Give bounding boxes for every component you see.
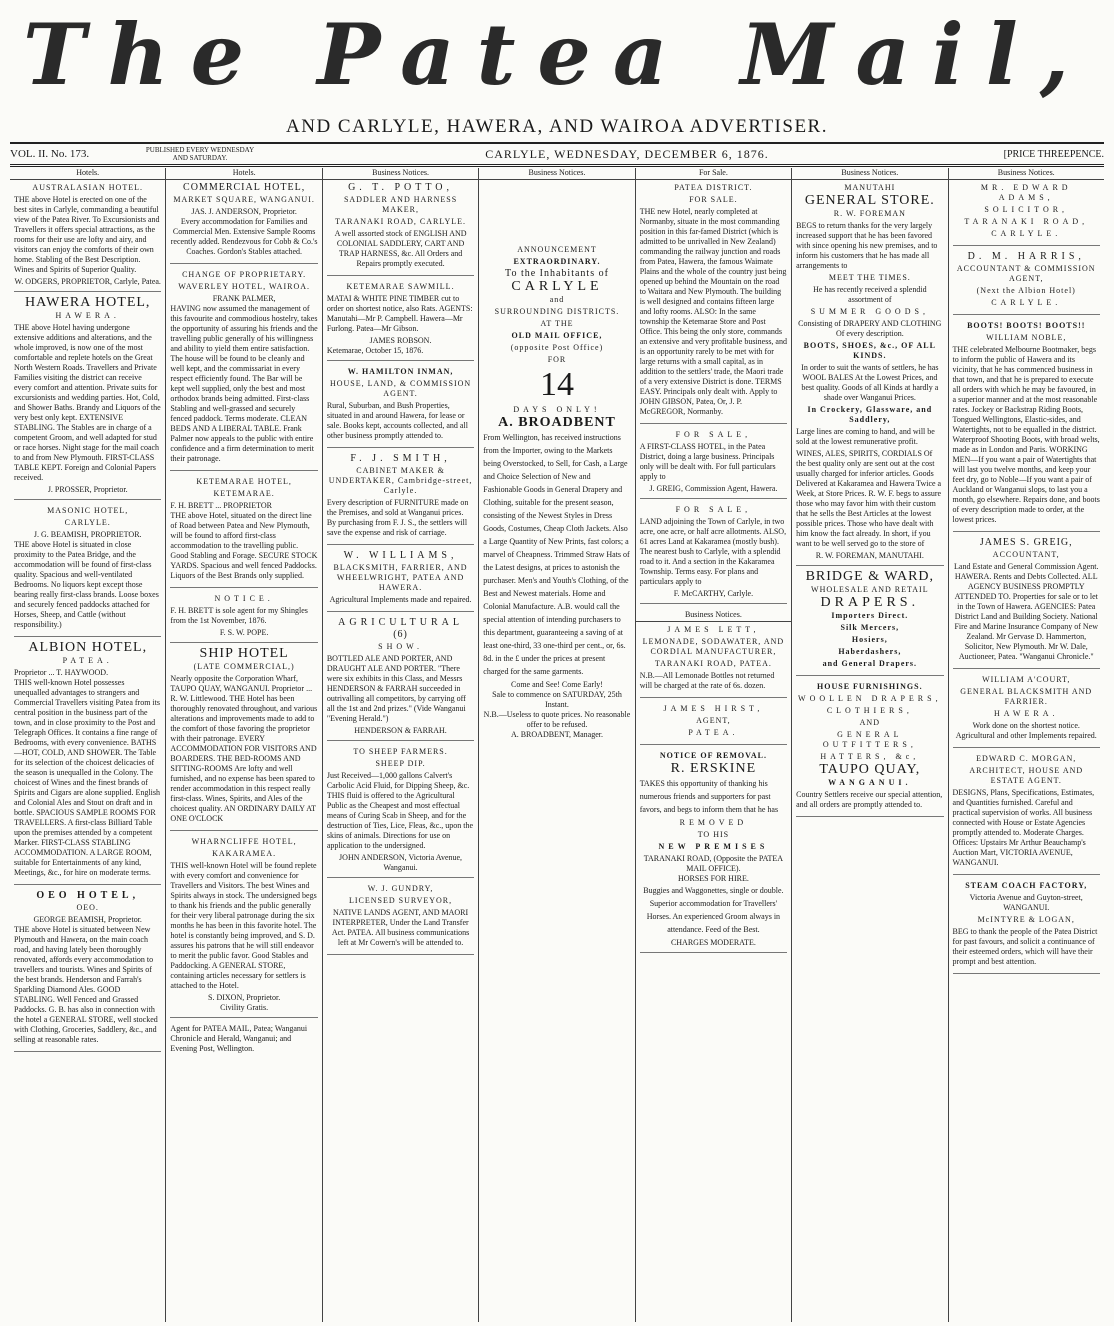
issue-date: CARLYLE, WEDNESDAY, DECEMBER 6, 1876.	[485, 146, 769, 161]
column-heading: Hotels.	[166, 168, 321, 180]
ad-smith	[327, 454, 474, 545]
ad-subtitle: LICENSED SURVEYOR,	[348, 896, 453, 905]
ad-goods: SUMMER GOODS,	[810, 307, 929, 316]
dateline	[10, 142, 1104, 167]
ad-general: and General Drapers.	[822, 659, 918, 668]
ad-australasian-hotel	[14, 183, 161, 292]
ad-taupo-quay: TAUPO QUAY,	[819, 762, 921, 777]
ad-title: TO SHEEP FARMERS.	[353, 747, 448, 756]
ad-consisting: Consisting of DRAPERY AND CLOTHING Of every description.	[798, 319, 942, 338]
ad-text: Rural, Suburban, and Bush Properties, situated in and around Hawera, for lease or sale. Books kept, accounts collected, and all other business promptly attended to.	[326, 401, 468, 440]
ad-title: PATEA DISTRICT.	[674, 183, 753, 192]
ad-title: FOR SALE,	[675, 430, 752, 439]
ad-text: DESIGNS, Plans, Specifications, Estimates, and Quantities furnished. Careful and practical supervision of works. All business connected with House or Estate Agencies promptly attended to. Moderate Charges. Offices: Upstairs Mr Arthur Beauchamp's Auction Mart, VICTORIA AVENUE, WANGANUI.	[952, 788, 1095, 867]
ad-title: KETEMARAE HOTEL,	[196, 477, 292, 486]
ad-outfitters: GENERAL OUTFITTERS,	[822, 730, 917, 749]
ad-extra: Ketemarae, October 15, 1876.	[326, 346, 424, 355]
ad-place: TARANAKI ROAD, (Opposite the PATEA MAIL OFFICE).	[643, 854, 784, 873]
ad-james-greig	[953, 538, 1100, 669]
ad-text: THIS well-known Hotel will be found replete with every comfort and convenience for Travellers and Visitors. The best Wines and Spirits always in stock. The undersigned begs to thank his friends and the public generally for their very liberal patronage during the six months he has been in this favorite hotel. The hotel is constantly being improved, and S. D. assures his patrons that he will still endeavor to merit the public favor. Good Stables and Paddocking. A GENERAL STORE, containing articles necessary for settlers is attached to the Hotel.	[170, 861, 317, 990]
announcement-signature: A. BROADBENT, Manager.	[510, 730, 603, 739]
ad-ketemarae-sawmill	[327, 282, 474, 361]
ad-steam-coach	[953, 881, 1100, 974]
ad-town: CARLYLE.	[991, 298, 1062, 307]
ad-title: EDWARD C. MORGAN,	[976, 754, 1077, 763]
ad-wharncliffe-hotel	[170, 837, 317, 1018]
ad-title: ALBION HOTEL,	[28, 640, 148, 655]
ad-boots: BOOTS, SHOES, &c., OF ALL KINDS.	[803, 341, 936, 360]
ad-title: FOR SALE,	[675, 505, 752, 514]
ad-signature: W. ODGERS, PROPRIETOR, Carlyle, Patea.	[14, 277, 161, 286]
ad-sheep-dip	[327, 747, 474, 878]
ad-james-lett	[640, 625, 787, 698]
ad-text: THE new Hotel, nearly completed at Normanby, situate in the most commanding position in this far-famed District (which is admitted to be unrivalled in New Zealand) commanding the railway junction and roads from Patea, Hawera, the famous Waimate Plains and the whole of the country just being opened up behind the Mountain on the road to Waitara and New Plymouth. The building is well designed and contains fifteen large and lofty rooms. ALSO: In the same township the Ketemarae Store and Post Office. This being the only store, commands an extensive and very profitable business, and is an opportunity rarely to be met with for large returns with a small capital, as in addition to the settlers' trade, the Maori trade of a very extensive District is done. TERMS EASY. Principals only dealt with. Apply to JOHN GIBSON, Patea, Or, J. P. McGREGOR, Normanby.	[639, 207, 787, 416]
ad-more: Buggies and Waggonettes, single or double. Superior accommodation for Travellers' Horses. An experienced Groom always in attendance. Feed of the Best.	[643, 886, 784, 934]
ad-subtitle: BLACKSMITH, FARRIER, AND WHEELWRIGHT, PATEA AND HAWERA.	[333, 563, 468, 592]
ad-proprietor: R. W. FOREMAN	[833, 209, 906, 218]
column-4	[479, 168, 635, 1322]
ad-text: A well assorted stock of ENGLISH AND COLONIAL SADDLERY, CART AND TRAP HARNESS, &c. All Orders and Repairs promptly executed.	[334, 229, 467, 268]
ad-place: HAWERA.	[994, 709, 1059, 718]
ad-subtitle: WHOLESALE AND RETAIL	[811, 585, 929, 594]
ad-inman	[327, 367, 474, 448]
ad-signature: R. W. FOREMAN, MANUTAHI.	[815, 551, 924, 560]
announcement-and: and	[549, 295, 565, 304]
ad-crockery: In Crockery, Glassware, and Saddlery,	[807, 405, 933, 424]
column-heading: For Sale.	[636, 168, 791, 180]
ad-william-noble	[953, 321, 1100, 532]
ad-clothiers: CLOTHIERS,	[826, 706, 913, 715]
ad-acourt	[953, 675, 1100, 748]
ad-text: Just Received—1,000 gallons Calvert's Carbolic Acid Fluid, for Dipping Sheep, &c. THIS fluid is offered to the Agricultural Public as the Cheapest and most effectual means of Curing Scab in Sheep, and for the destruction of Ties, Lice, Fleas, &c., upon the skins of animals. Directions for use on application to the undersigned.	[326, 771, 474, 850]
ad-title: HOUSE FURNISHINGS.	[817, 682, 923, 691]
ad-subtitle: ACCOUNTANT,	[992, 550, 1060, 559]
ad-title: CHANGE OF PROPRIETARY.	[182, 270, 307, 279]
ad-note: Country Settlers receive our special attention, and all orders are promptly attended to.	[796, 790, 943, 809]
ad-title: JAMES HIRST,	[663, 704, 764, 713]
ad-hawera-hotel	[14, 295, 161, 500]
ad-place: KAKARAMEA.	[212, 849, 277, 858]
ad-manutahi-store	[796, 183, 943, 566]
masthead-subtitle: AND CARLYLE, HAWERA, AND WAIROA ADVERTISER.	[286, 116, 828, 137]
ad-importers: Importers Direct.	[831, 611, 909, 620]
ad-for-sale-hotel	[640, 430, 787, 499]
ad-text: THE above Hotel is situated between New Plymouth and Hawera, on the main coach road, and having lately been thoroughly renovated, affords every accommodation to travellers and tourists. Wines and Spirits of the best brands. Henderson and Farrah's Sparkling Diamond Ales. GOOD STABLING. Well Fenced and Grassed Paddocks. G. B. has also in connection with the hotel a GENERAL STORE, well stocked with Clothing, Groceries, Saddlery, &c., and selling at reasonable rates.	[14, 925, 158, 1044]
ad-text: BEGS to return thanks for the very largely increased support that he has been favored with since opening his new premises, and to inform his customers that he has made all arrangements to	[796, 221, 938, 270]
announcement-extraordinary: EXTRAORDINARY.	[513, 257, 601, 266]
ad-place: CARLYLE.	[64, 518, 111, 527]
ad-text: Agricultural Implements made and repaired.	[329, 595, 472, 604]
ad-place: MARKET SQUARE, WANGANUI.	[173, 195, 315, 204]
column-heading: Hotels.	[10, 168, 165, 180]
ad-subtitle: HOUSE, LAND, & COMMISSION AGENT.	[329, 379, 472, 398]
ad-text: NATIVE LANDS AGENT, AND MAORI INTERPRETER, Under the Land Transfer Act. PATEA. All business communications left at Mr Cowern's will be attended to.	[331, 908, 470, 947]
volume-number: VOL. II. No. 173.	[10, 148, 90, 160]
ad-text: Every description of FURNITURE made on the Premises, and sold at Wanganui prices. By purchasing from F. J. S., the settlers will save the expense and risk of carriage.	[326, 498, 469, 537]
ad-silk: Silk Mercers,	[840, 623, 900, 632]
announcement-days-number: 14	[539, 366, 574, 403]
ad-subtitle: (LATE COMMERCIAL,)	[193, 662, 295, 671]
ad-place: HAWERA.	[55, 311, 120, 320]
ad-text: F. H. BRETT is sole agent for my Shingles from the 1st November, 1876.	[170, 606, 308, 625]
announcement-come: Come and See! Come Early!	[510, 680, 603, 689]
column-7	[949, 168, 1104, 1322]
masthead	[0, 0, 1114, 112]
column-1	[10, 168, 166, 1322]
ad-title: SHIP HOTEL	[199, 646, 289, 661]
ad-meet: MEET THE TIMES.	[828, 273, 911, 282]
announcement-label: ANNOUNCEMENT	[517, 245, 597, 254]
ad-subtitle: WAVERLEY HOTEL, WAIROA.	[178, 282, 310, 291]
announcement-nb: N.B.—Useless to quote prices. No reasonable offer to be refused.	[483, 710, 631, 729]
ad-signature: JAMES ROBSON.	[369, 336, 432, 345]
ad-proprietor: FRANK PALMER,	[212, 294, 276, 303]
ad-removal-erskine	[640, 751, 787, 953]
column-6	[792, 168, 948, 1322]
ad-agricultural-show	[327, 618, 474, 741]
ad-signature: F. McCARTHY, Carlyle.	[673, 589, 754, 598]
issue-price: [PRICE THREEPENCE.	[1003, 148, 1104, 160]
ad-subtitle: SOLICITOR,	[984, 205, 1069, 214]
ad-oeo-hotel	[14, 891, 161, 1052]
announcement-at: AT THE	[540, 319, 574, 328]
ad-town: CARLYLE.	[991, 229, 1062, 238]
ad-for-sale-land	[640, 505, 787, 604]
ad-title: BOOTS! BOOTS! BOOTS!!	[967, 321, 1086, 330]
ad-subtitle: CABINET MAKER & UNDERTAKER, Cambridge-street, Carlyle.	[328, 466, 473, 495]
ad-wines: WINES, ALES, SPIRITS, CORDIALS Of the best quality only are sent out at the cost usually charged for inferior articles. Goods Delivered at Kakaramea and Hawera Twice a Week, at Store Prices. R. W. F. begs to assure those who may favor him with their custom that he sells the Best Articles at the lowest possible prices. Those who have dealt with him know the fact already. In short, if you want to be well served go to the store of	[796, 449, 942, 548]
ad-title: D. M. HARRIS,	[967, 251, 1085, 262]
ad-name: R. ERSKINE	[670, 761, 757, 776]
ad-text: A FIRST-CLASS HOTEL, in the Patea District, doing a large business. Principals only will be dealt with. For full particulars apply to	[639, 442, 776, 481]
ad-place: TARANAKI ROAD,	[964, 217, 1089, 226]
column-2	[166, 168, 322, 1322]
ad-to: TO HIS	[697, 830, 730, 839]
ad-james-hirst	[640, 704, 787, 745]
ad-place: TARANAKI ROAD, PATEA.	[654, 659, 772, 668]
ad-wanganui: WANGANUI.	[828, 778, 912, 787]
ad-text: THE celebrated Melbourne Bootmaker, begs to inform the public of Hawera and its vicinity, that he has commenced business in that town, and that he is prepared to execute all orders with which he may be favoured, in a superior manner and at the most reasonable rates. Jockey or Backstrap Riding Boots, Tongued Wellingtons, Elastic-sides, and Watertights, not to be equalled in the district. Waterproof Shooting Boots, with broad welts, made as in London and Paris. WORKING MEN—If you want a pair of Watertights that will last you twelve months, and keep your feet dry, go to Noble—If you want a pair of Auckland or Wanganui slops, to last you a month, go elsewhere. Repairs done, and boots of every description made to order, at the lowest prices.	[952, 345, 1100, 524]
ad-ketemarae-hotel	[170, 477, 317, 588]
ad-text: THE above Hotel, situated on the direct line of Road between Patea and New Plymouth, will be found to afford first-class accommodation to the travelling public. Good Stabling and Forage. SECURE STOCK YARDS. Spacious and well fenced Paddocks. Liquors of the Best Brands only supplied.	[170, 511, 318, 580]
column-heading: Business Notices.	[949, 168, 1104, 180]
ad-title: MASONIC HOTEL,	[47, 506, 129, 515]
ad-morgan	[953, 754, 1100, 875]
announcement-days: DAYS ONLY!	[513, 405, 601, 414]
announcement-text: From Wellington, has received instructions from the Importer, owing to the Markets being Overstocked, to Sell, for Cash, a Large and Choice Selection of New and Fashionable Goods in General Drapery and Clothing, suitable for the present season, consisting of the Newest Styles in Dress Goods, Costumes, Cheap Cloth Jackets. Also a Large Quantity of New Prints, fast colors; a marvel of Cheapness. Trimmed Straw Hats of the Latest designs, at prices to astonish the purchaser. Men's and Youth's Clothing, of the Best and Newest materials. Home and Colonial Manufacture. A.B. would call the special attention of intending purchasers to this department, guaranteeing a saving of at least one-third, 33 one-third per cent., or, 6s. 8d. in the £ under the prices at present charged for the same garments.	[483, 433, 630, 676]
ad-place: MANUTAHI	[844, 183, 896, 192]
ad-title: F. J. SMITH,	[350, 453, 451, 464]
ad-subtitle: ARCHITECT, HOUSE AND ESTATE AGENT.	[969, 766, 1084, 785]
ad-ship-hotel	[170, 646, 318, 831]
ad-text: HAVING now assumed the management of this favourite and commodious hostelry, takes the opportunity of assuring his friends and the travelling public generally of his willingness and ability to yield them entire satisfaction. The house will be found to be cleanly and well kept, and the commissariat in every respect efficiently found. The Bar will be kept well supplied, only the best and most orthodox brands being admitted. First-class Stabling and well-grassed and securely fenced paddock. Terms moderate. CLEAN BEDS AND A LIBERAL TABLE. Frank Palmer now appeals to the public with entire confidence and a firm determination to merit their patronage.	[170, 304, 318, 463]
ad-premises: NEW PREMISES	[658, 842, 769, 851]
announcement-districts: SURROUNDING DISTRICTS.	[494, 307, 620, 316]
ad-text: TAKES this opportunity of thanking his numerous friends and supporters for past favors, and begs to inform them that he has	[639, 779, 779, 814]
ad-subtitle: ACCOUNTANT & COMMISSION AGENT,	[956, 264, 1096, 283]
masthead-title: The Patea Mail,	[23, 5, 1091, 104]
ad-title: NOTICE OF REMOVAL.	[659, 751, 767, 760]
announcement-to: To the Inhabitants of	[505, 268, 609, 279]
ad-text: THE above Hotel having undergone extensive additions and alterations, and the whole improved, is now one of the most comfortable and replete hotels on the Great North Western Roads. Travellers and Private Families visiting the district can receive every comfort and attention. Private suits for excursionists and wedding parties. Hot, Cold, and Shower Baths. Brandy and Liquors of the very best only kept. EXTENSIVE STABLING. The Stables are in charge of a competent Groom, and well adapted for stud or race horses. Night stage for the mail coach to and from New Plymouth. FIRST-CLASS TABLE KEPT. Foreign and Colonial Papers received.	[14, 323, 161, 482]
ad-text: Nearly opposite the Corporation Wharf, TAUPO QUAY, WANGANUI. Proprietor ... R. W. Littlewood. THE Hotel has been thoroughly renovated throughout, and various alterations and improvements made to add to the comfort of those favoring the proprietor with their patronage. EVERY ACCOMMODATION FOR VISITORS AND BOARDERS. THE BED-ROOMS AND SITTING-ROOMS Are lofty and well furnished, and no expense has been spared to render accommodation in this respect really first-class. Wines, Spirits, and Ales of the choicest quality. AN ORDINARY DAILY AT ONE O'CLOCK	[170, 674, 318, 823]
ad-text: Land Estate and General Commission Agent. HAWERA. Rents and Debts Collected. ALL AGENCY BUSINESS PROMPTLY ATTENDED TO. Properties for sale or to let in the Town of Hawera. AGENCIES: Patea District Land and Building Society. National Fire and Marine Insurance Company of New Zealand. Mr Gervase D. Hammerton, Solicitor, New Plymouth. Mr W. Dale, Auctioneer, Patea. "Wanganui Chronicle."	[954, 562, 1099, 661]
ad-name: WILLIAM NOBLE,	[986, 333, 1067, 342]
ad-and: AND	[859, 718, 880, 727]
ad-potto	[327, 183, 474, 276]
ad-bridge-ward	[796, 569, 943, 676]
columns	[10, 168, 1104, 1322]
ad-signature: J. GREIG, Commission Agent, Hawera.	[649, 484, 778, 493]
ad-title: COMMERCIAL HOTEL,	[183, 182, 306, 193]
ad-text: THE above Hotel is situated in close proximity to the Patea Bridge, and the accommodation will be found of first-class quality. Spacious and well-ventilated Bedrooms. No liquors kept except those bearing really first-class brands. Loose boxes and securely fenced paddocks attached for Horses, Sheep, and Cattle (without responsibility.)	[14, 540, 159, 629]
ad-title: MR. EDWARD ADAMS,	[980, 183, 1072, 202]
ad-title: OEO HOTEL,	[36, 890, 140, 901]
ad-place: (Next the Albion Hotel)	[976, 286, 1076, 295]
ad-gundry	[327, 884, 474, 955]
ad-charges: CHARGES MODERATE.	[670, 938, 756, 947]
ad-place: KETEMARAE.	[213, 489, 275, 498]
ad-notice-brett	[170, 594, 317, 643]
ad-subtitle: FOR SALE.	[689, 195, 738, 204]
ad-commercial-hotel	[170, 183, 317, 264]
ad-title: NOTICE.	[214, 594, 274, 603]
ad-text: THE above Hotel is erected on one of the best sites in Carlyle, commanding a beautiful view of the Patea River. To Excursionists and Travellers it offers special attractions, as the rooms for their use are lofty and airy, and visitors can enjoy the comforts of their own home. Stabling of the Best Description. Wines and Spirits of Superior Quality.	[14, 195, 160, 274]
column-subheading: Business Notices.	[636, 610, 791, 622]
ad-subtitle: Victoria Avenue and Guyton-street, WANGANUI.	[969, 893, 1083, 912]
ad-title: WILLIAM A'COURT,	[982, 675, 1071, 684]
ad-text: BEG to thank the people of the Patea District for past favours, and solicit a continuance of their esteemed orders, which will have their prompt and best attention.	[952, 927, 1098, 966]
ad-albion-hotel	[14, 640, 161, 885]
ad-place: TARANAKI ROAD, CARLYLE.	[335, 217, 466, 226]
ad-text: Every accommodation for Families and Commercial Men. Extensive Sample Rooms recently added. Rendezvous for Cobb & Co.'s Coaches. Gordon's Stables attached.	[170, 217, 318, 256]
ad-subtitle: SHOW.	[378, 642, 423, 651]
announcement-firm: A. BROADBENT	[498, 415, 616, 430]
ad-signature: JOHN ANDERSON, Victoria Avenue, Wanganui.	[339, 853, 463, 872]
ad-removed: REMOVED	[679, 818, 748, 827]
ad-text: THIS well-known Hotel possesses unequalled advantages to strangers and Commercial Travellers visiting Patea from its central position in the business part of the town, and in close proximity to the Post and Telegraph Offices. It contains a fine range of Bedrooms, with every convenience. BATHS—HOT, COLD, AND SHOWER. The Table for its selection of the choicest delicacies of the season is unequalled in the Colony. The choicest of Wines and the finest brands of Spirits and Cigars are alone supplied. English and Colonial Ales and Stout on draft and in bottle. SPACIOUS SAMPLE ROOMS FOR TRAVELLERS. A first-class Billiard Table upon the premises attended by a competent Marker. FIRST-CLASS STABLING ACCOMMODATION. A LARGE ROOM, suitable for Entertainments of any kind, Meetings, &c., for hire on moderate terms.	[14, 678, 160, 877]
ad-extra: Civility Gratis.	[220, 1003, 269, 1012]
ad-masonic-hotel	[14, 506, 161, 637]
ad-proprietor: J. G. BEAMISH, PROPRIETOR.	[33, 530, 142, 539]
ad-title: JAMES S. GREIG,	[979, 537, 1073, 548]
ad-text: MATAI & WHITE PINE TIMBER cut to order on shortest notice, also Rats. AGENTS: Manutahi—Mr P. Campbell. Hawera—Mr Furlong. Patea—Mr Gibson.	[326, 294, 473, 333]
column-5	[636, 168, 792, 1322]
ad-drapers: DRAPERS.	[820, 595, 920, 610]
ad-subtitle: SHEEP DIP.	[375, 759, 426, 768]
ad-more: He has recently received a splendid assortment of	[813, 285, 927, 304]
announcement-opposite: (opposite Post Office)	[510, 343, 604, 352]
ad-title: GENERAL STORE.	[804, 193, 935, 208]
ad-title: AUSTRALASIAN HOTEL.	[32, 183, 143, 192]
ad-name: McINTYRE & LOGAN,	[977, 915, 1075, 924]
ad-signature: HENDERSON & FARRAH.	[354, 726, 447, 735]
ad-number: (6)	[393, 629, 408, 640]
ad-horses: HORSES FOR HIRE.	[677, 874, 749, 883]
ad-subtitle: AGENT,	[696, 716, 731, 725]
ad-subtitle: GENERAL BLACKSMITH AND FARRIER.	[960, 687, 1093, 706]
ad-patea-district	[640, 183, 787, 424]
ad-signature: S. DIXON, Proprietor.	[208, 993, 281, 1002]
column-heading: Business Notices.	[479, 168, 634, 180]
ad-house-furnishings	[796, 682, 943, 817]
ad-hatters: HATTERS, &c,	[820, 752, 920, 761]
ad-title: BRIDGE & WARD,	[805, 569, 935, 584]
ad-signature: F. S. W. POPE.	[219, 628, 269, 637]
ad-place: PATEA.	[688, 728, 739, 737]
column-heading: Business Notices.	[792, 168, 947, 180]
ad-woollen: WOOLLEN DRAPERS,	[798, 694, 942, 703]
ad-title: JAMES LETT,	[667, 625, 760, 634]
ad-harris	[953, 252, 1100, 315]
ad-waverley-hotel	[170, 270, 317, 471]
ad-title: HAWERA HOTEL,	[25, 295, 151, 310]
ad-crockery-text: Large lines are coming to hand, and will be sold at the lowest remunerative profit.	[796, 427, 935, 446]
ad-title: AGRICULTURAL	[338, 617, 463, 628]
announcement-town: CARLYLE	[511, 279, 603, 294]
ad-place: OEO.	[76, 903, 99, 912]
ad-signature: J. PROSSER, Proprietor.	[47, 485, 128, 494]
announcement-office: OLD MAIL OFFICE,	[511, 331, 603, 340]
agent-note: Agent for PATEA MAIL, Patea; Wanganui Chronicle and Herald, Wanganui; and Evening Post, Wellington.	[170, 1024, 308, 1053]
announcement-sale: Sale to commence on SATURDAY, 25th Instant.	[492, 690, 622, 709]
ad-subtitle: SADDLER AND HARNESS MAKER,	[343, 195, 458, 214]
ad-title: W. WILLIAMS,	[343, 550, 458, 561]
ad-hosiers: Hosiers,	[851, 635, 888, 644]
ad-edward-adams	[953, 183, 1100, 246]
ad-text: Work done on the shortest notice. Agricultural and other Implements repaired.	[955, 721, 1097, 740]
ad-title: G. T. POTTO,	[348, 182, 454, 193]
ad-title: WHARNCLIFFE HOTEL,	[191, 837, 297, 846]
ad-place: PATEA.	[62, 656, 113, 665]
ad-text: N.B.—All Lemonade Bottles not returned will be charged at the rate of 6s. dozen.	[639, 671, 775, 690]
ad-title: W. HAMILTON INMAN,	[347, 367, 454, 376]
ad-title: STEAM COACH FACTORY,	[965, 881, 1088, 890]
ad-title: W. J. GUNDRY,	[367, 884, 434, 893]
ad-text: LAND adjoining the Town of Carlyle, in two acre, one acre, or half acre allotments. ALSO, 61 acres Land at Kakaramea (mostly bush). The nearest bush to Carlyle, with a splendid road to it. And a section in the Kakaramea Township. Terms easy. For plans and particulars apply to	[639, 517, 787, 586]
publication-days: PUBLISHED EVERY WEDNESDAY AND SATURDAY.	[145, 146, 255, 162]
ad-proprietor: JAS. J. ANDERSON, Proprietor.	[191, 207, 297, 216]
ad-text: BOTTLED ALE AND PORTER, AND DRAUGHT ALE AND PORTER. "There were six exhibits in this Class, and Messrs HENDERSON & FARRAH succeeded in outrivalling all competitors, by carrying off all the 1st and 2nd prizes." (Vide Wanganui "Evening Herald.")	[326, 654, 466, 723]
ad-williams	[327, 551, 474, 612]
ad-proprietor: F. H. BRETT ... PROPRIETOR	[170, 501, 272, 510]
column-3	[323, 168, 479, 1322]
ad-haberdashers: Haberdashers,	[838, 647, 902, 656]
ad-subtitle: LEMONADE, SODAWATER, AND CORDIAL MANUFACTURER,	[642, 637, 785, 656]
ad-proprietor: GEORGE BEAMISH, Proprietor.	[33, 915, 142, 924]
ad-wool: In order to suit the wants of settlers, he has WOOL BALES At the Lowest Prices, and best quality. Goods of all Kinds at hardly a shade over Wanganui Prices.	[801, 363, 939, 402]
ad-proprietor: Proprietor ... T. HAYWOOD.	[14, 668, 109, 677]
column-heading: Business Notices.	[323, 168, 478, 180]
ad-title: KETEMARAE SAWMILL.	[346, 282, 455, 291]
announcement-for: FOR	[547, 355, 567, 364]
